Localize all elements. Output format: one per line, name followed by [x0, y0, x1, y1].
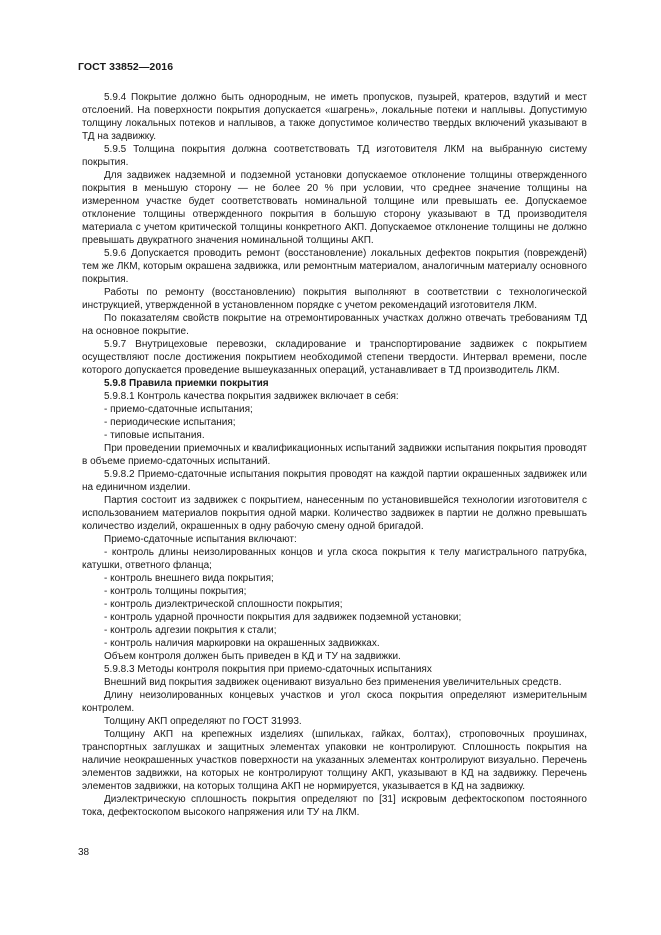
- list-item: - приемо-сдаточные испытания;: [104, 404, 253, 415]
- paragraph: Для задвижек надземной и подземной установки допускаемое отклонение толщины отвержденного покрытия в меньшую сторону — не более 20 % при условии, что среднее значение толщины на измеренном участке будет соответствовать номинальной толщине или превышать ее. Допускаемое отклонение толщины отвержденного покрытия в большую сторону указывают в ТД производителя материала с учетом критической толщины конкретного АКП. Допускаемое отклонение толщины не должно превышать двукратного значения номинальной толщины АКП.: [82, 170, 587, 246]
- paragraph: 5.9.8.1 Контроль качества покрытия задвижек включает в себя:: [104, 391, 399, 402]
- list-item: - контроль ударной прочности покрытия для задвижек подземной установки;: [104, 612, 462, 623]
- paragraph: Объем контроля должен быть приведен в КД и ТУ на задвижки.: [104, 651, 401, 662]
- paragraph: Работы по ремонту (восстановлению) покрытия выполняют в соответствии с технологической инструкцией, утвержденной в установленном порядке с учетом рекомендаций изготовителя ЛКМ.: [82, 287, 587, 311]
- paragraph: Приемо-сдаточные испытания включают:: [104, 534, 297, 545]
- list-item: - периодические испытания;: [104, 417, 236, 428]
- page-number: 38: [78, 847, 90, 858]
- paragraph: 5.9.4 Покрытие должно быть однородным, не иметь пропусков, пузырей, кратеров, вздутий и мест отслоений. На поверхности покрытия допускается «шагрень», локальные потеки и наплывы. Допустимую толщину локальных потеков и наплывов, а также допустимое количество твердых включений указывают в ТД на задвижку.: [82, 92, 587, 142]
- list-item: - типовые испытания.: [104, 430, 205, 441]
- paragraph: Внешний вид покрытия задвижек оценивают визуально без применения увеличительных средств.: [104, 677, 562, 688]
- document-body: [82, 91, 587, 819]
- list-item: - контроль диэлектрической сплошности покрытия;: [104, 599, 343, 610]
- paragraph: 5.9.8.3 Методы контроля покрытия при приемо-сдаточных испытаниях: [104, 664, 432, 675]
- paragraph: 5.9.7 Внутрицеховые перевозки, складирование и транспортирование задвижек с покрытием осуществляют после достижения покрытием необходимой степени твердости. Интервал времени, после которого допускается проведение вышеуказанных операций, устанавливает в ТД производитель ЛКМ.: [82, 339, 587, 376]
- paragraph: По показателям свойств покрытие на отремонтированных участках должно отвечать требованиям ТД на основное покрытие.: [82, 313, 587, 337]
- list-item: - контроль длины неизолированных концов и угла скоса покрытия к телу магистрального патрубка, катушки, ответного фланца;: [82, 547, 587, 571]
- paragraph: Толщину АКП определяют по ГОСТ 31993.: [104, 716, 302, 727]
- list-item: - контроль адгезии покрытия к стали;: [104, 625, 277, 636]
- list-item: - контроль наличия маркировки на окрашенных задвижках.: [104, 638, 380, 649]
- document-header: ГОСТ 33852—2016: [78, 61, 174, 73]
- paragraph: 5.9.8.2 Приемо-сдаточные испытания покрытия проводят на каждой партии окрашенных задвижек или на единичном изделии.: [82, 469, 587, 493]
- list-item: - контроль толщины покрытия;: [104, 586, 247, 597]
- paragraph: При проведении приемочных и квалификационных испытаний задвижки испытания покрытия проводят в объеме приемо-сдаточных испытаний.: [82, 443, 587, 467]
- paragraph: Диэлектрическую сплошность покрытия определяют по [31] искровым дефектоскопом постоянного тока, дефектоскопом высокого напряжения или ТУ на ЛКМ.: [82, 794, 587, 818]
- list-item: - контроль внешнего вида покрытия;: [104, 573, 274, 584]
- paragraph: Партия состоит из задвижек с покрытием, нанесенным по установившейся технологии изготовителя с использованием материалов покрытия одной марки. Количество задвижек в партии не должно превышать количество изделий, окрашенных в одну рабочую смену одной бригадой.: [82, 495, 587, 532]
- paragraph: 5.9.6 Допускается проводить ремонт (восстановление) локальных дефектов покрытия (поврежденй) тем же ЛКМ, которым окрашена задвижка, или ремонтным материалом, аналогичным материалу основного покрытия.: [82, 248, 587, 285]
- paragraph: Длину неизолированных концевых участков и угол скоса покрытия определяют измерительным контролем.: [82, 690, 587, 714]
- paragraph: Толщину АКП на крепежных изделиях (шпильках, гайках, болтах), строповочных проушинах, транспортных заглушках и защитных элементах упаковки не контролируют. Сплошность покрытия на наличие неокрашенных участков поверхности на указанных элементах контролируют визуально. Перечень элементов задвижки, на которых не контролируют толщину АКП, указывают в КД на задвижку. Перечень элементов задвижки, на которых толщина АКП не нормируется, указывается в КД на задвижку.: [82, 729, 587, 792]
- paragraph: 5.9.5 Толщина покрытия должна соответствовать ТД изготовителя ЛКМ на выбранную систему покрытия.: [82, 144, 587, 168]
- section-heading: 5.9.8 Правила приемки покрытия: [104, 378, 269, 389]
